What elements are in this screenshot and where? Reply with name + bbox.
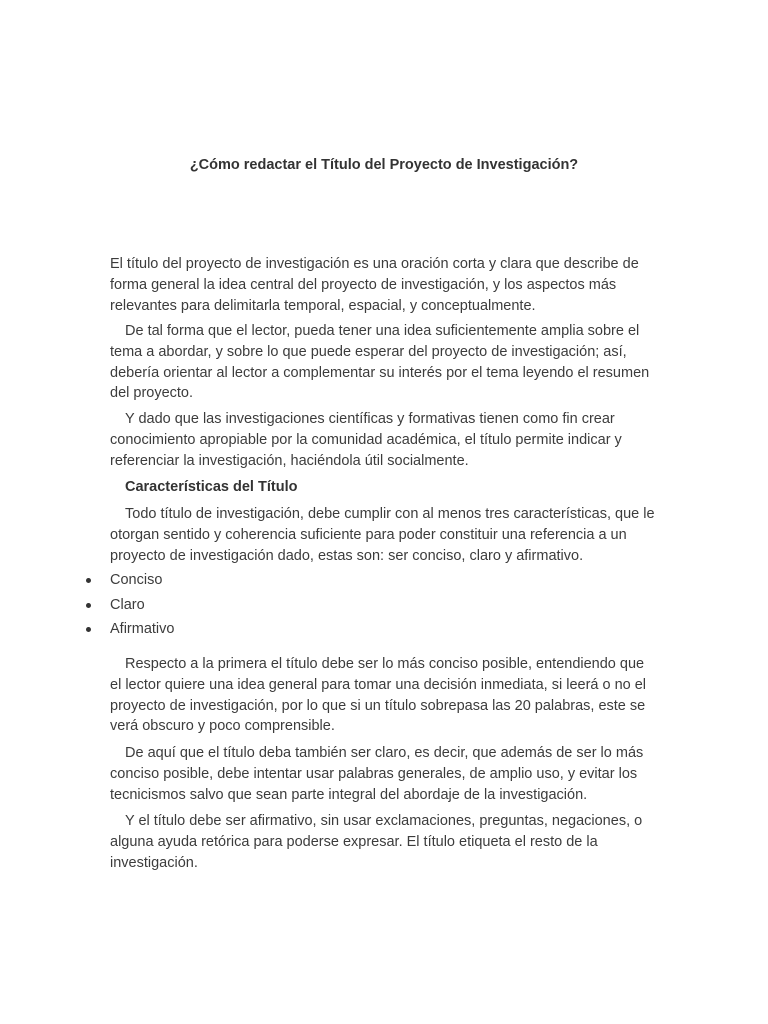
paragraph-intro: El título del proyecto de investigación es una oración corta y clara que describe de forma general la idea central del proyecto de investigación, y los aspectos más relevantes para delimitarla temporal, espacial, y conceptualmente. xyxy=(110,256,639,314)
section-heading: Características del Título xyxy=(125,479,298,495)
list-item-label: Conciso xyxy=(110,572,163,588)
list-item-label: Afirmativo xyxy=(110,621,175,637)
document-title: ¿Cómo redactar el Título del Proyecto de Investigación? xyxy=(189,157,579,173)
paragraph-clear: De aquí que el título deba también ser claro, es decir, que además de ser lo más conciso posible, debe intentar usar palabras generales, de amplio uso, y evitar los tecnicismos salvo que sean parte integral del abordaje de la investigación. xyxy=(110,745,644,803)
paragraph-purpose: Y dado que las investigaciones científicas y formativas tienen como fin crear conocimiento apropiable por la comunidad académica, el título permite indicar y referenciar la investigación, haciéndola útil socialmente. xyxy=(110,411,622,469)
bullet-icon xyxy=(86,627,91,632)
bullet-icon xyxy=(86,603,91,608)
list-item-label: Claro xyxy=(110,596,145,613)
paragraph-reader: De tal forma que el lector, pueda tener una idea suficientemente amplia sobre el tema a abordar, y sobre lo que puede esperar del proyecto de investigación; así, debería orientar al lector a complementar su interés por el tema leyendo el resumen del proyecto. xyxy=(110,323,650,402)
bullet-icon xyxy=(86,578,91,583)
paragraph-concise: Respecto a la primera el título debe ser lo más conciso posible, entendiendo que el lector quiere una idea general para tomar una decisión inmediata, si leerá o no el proyecto de investigación, por lo que si un título sobrepasa las 20 palabras, este se verá obscuro y poco comprensible. xyxy=(110,656,647,735)
paragraph-affirmative: Y el título debe ser afirmativo, sin usar exclamaciones, preguntas, negaciones, o alguna ayuda retórica para poderse expresar. El título etiqueta el resto de la investigación. xyxy=(110,813,643,871)
paragraph-characteristics: Todo título de investigación, debe cumplir con al menos tres características, que le otorgan sentido y coherencia suficiente para poder constituir una referencia a un proyecto de investigación dado, estas son: ser conciso, claro y afirmativo. xyxy=(110,506,655,564)
